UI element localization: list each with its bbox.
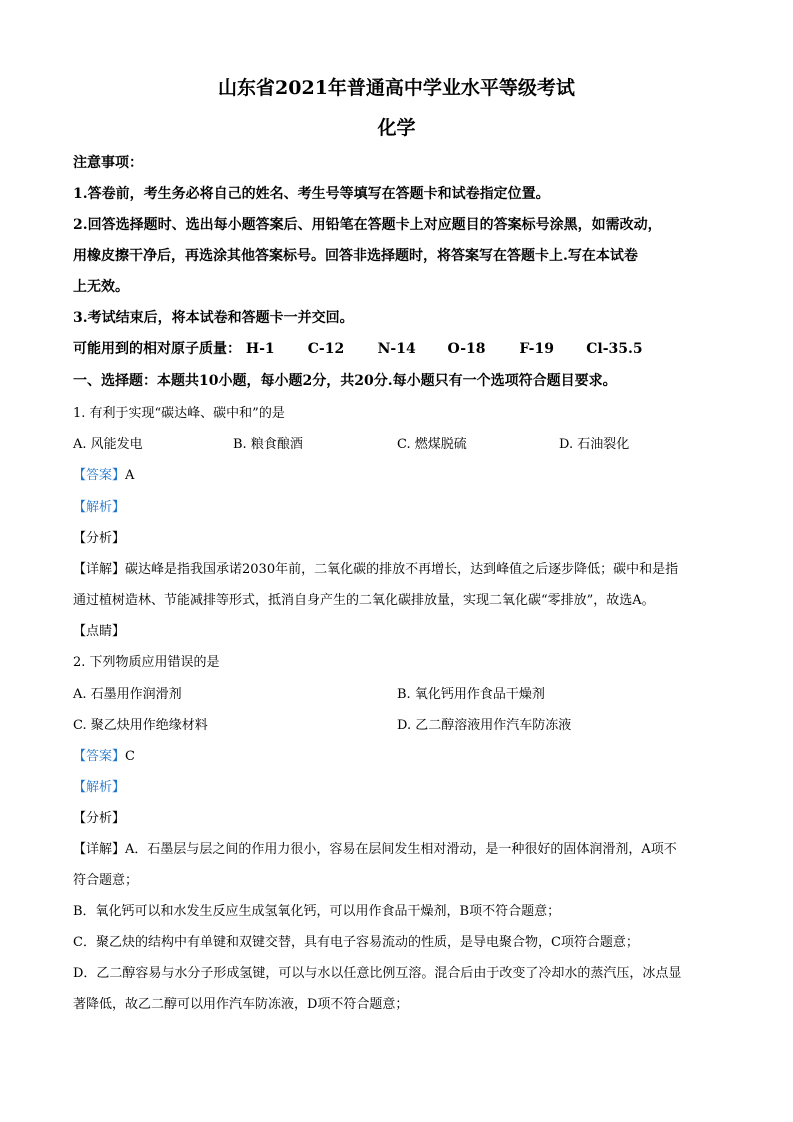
section-heading: 一、选择题：本题共10小题，每小题2分，共20分.每小题只有一个选项符合题目要求。 [73, 373, 617, 389]
question-1-option-a: A. 风能发电 [73, 437, 143, 452]
question-1-fenxi: 【分析】 [73, 531, 126, 546]
question-2-fenxi: 【分析】 [73, 811, 126, 826]
question-2-detail-a-line-1: 【详解】A．石墨层与层之间的作用力很小，容易在层间发生相对滑动，是一种很好的固体润滑剂，A项不 [73, 842, 677, 857]
atomic-mass-item: Cl-35.5 [586, 341, 643, 357]
question-1-dianjing: 【点睛】 [73, 624, 126, 639]
question-2-option-a: A. 石墨用作润滑剂 [73, 687, 182, 702]
answer-value: A [125, 468, 135, 483]
question-1-answer [73, 464, 134, 483]
question-2-option-c: C. 聚乙炔用作绝缘材料 [73, 718, 208, 733]
question-2-detail-a-line-2: 符合题意； [73, 873, 139, 888]
notice-item-2-line-2: 用橡皮擦干净后，再选涂其他答案标号。回答非选择题时，将答案写在答题卡上.写在本试卷 [73, 248, 638, 264]
question-1-detail-line-2: 通过植树造林、节能减排等形式，抵消自身产生的二氧化碳排放量，实现二氧化碳“零排放”，故选A。 [73, 593, 655, 608]
question-1-detail-line-1: 【详解】碳达峰是指我国承诺2030年前，二氧化碳的排放不再增长，达到峰值之后逐步降低；碳中和是指 [73, 562, 679, 577]
atomic-masses-label: 可能用到的相对原子质量： [73, 341, 241, 357]
question-2-option-d: D. 乙二醇溶液用作汽车防冻液 [397, 718, 572, 733]
answer-tag: 【答案】 [73, 749, 126, 764]
question-1-analysis-tag: 【解析】 [73, 500, 126, 515]
question-2-answer [73, 745, 135, 764]
notice-heading: 注意事项： [73, 155, 143, 171]
atomic-mass-item: F-19 [519, 341, 554, 357]
question-2-analysis-tag: 【解析】 [73, 780, 126, 795]
exam-title: 山东省2021年普通高中学业水平等级考试 [218, 77, 575, 99]
notice-item-3: 3.考试结束后，将本试卷和答题卡一并交回。 [73, 310, 354, 326]
atomic-mass-item: H-1 [245, 341, 275, 357]
answer-value: C [125, 749, 135, 764]
question-2-stem: 2. 下列物质应用错误的是 [73, 655, 220, 670]
atomic-mass-item: O-18 [447, 341, 486, 357]
atomic-mass-item: C-12 [307, 341, 345, 357]
question-1-stem: 1. 有利于实现“碳达峰、碳中和”的是 [73, 406, 285, 421]
question-1-option-c: C. 燃煤脱硫 [397, 437, 467, 452]
question-2-detail-d-line-1: D．乙二醇容易与水分子形成氢键，可以与水以任意比例互溶。混合后由于改变了冷却水的蒸汽压，冰点显 [73, 966, 682, 981]
atomic-mass-item: N-14 [377, 341, 416, 357]
question-1-option-d: D. 石油裂化 [559, 437, 630, 452]
atomic-masses [73, 338, 643, 358]
subject-title: 化学 [377, 117, 416, 139]
question-1-option-b: B. 粮食酿酒 [233, 437, 303, 452]
question-2-option-b: B. 氧化钙用作食品干燥剂 [397, 687, 545, 702]
question-2-detail-c: C．聚乙炔的结构中有单键和双键交替，具有电子容易流动的性质，是导电聚合物，C项符合题意； [73, 935, 639, 950]
question-2-detail-b: B．氧化钙可以和水发生反应生成氢氧化钙，可以用作食品干燥剂，B项不符合题意； [73, 904, 561, 919]
notice-item-2-line-3: 上无效。 [73, 279, 129, 295]
notice-item-2-line-1: 2.回答选择题时、选出每小题答案后、用铅笔在答题卡上对应题目的答案标号涂黑，如需改动， [73, 217, 662, 233]
answer-tag: 【答案】 [73, 468, 126, 483]
question-2-detail-d-line-2: 著降低，故乙二醇可以用作汽车防冻液，D项不符合题意； [73, 997, 409, 1012]
notice-item-1: 1.答卷前，考生务必将自己的姓名、考生号等填写在答题卡和试卷指定位置。 [73, 186, 550, 202]
